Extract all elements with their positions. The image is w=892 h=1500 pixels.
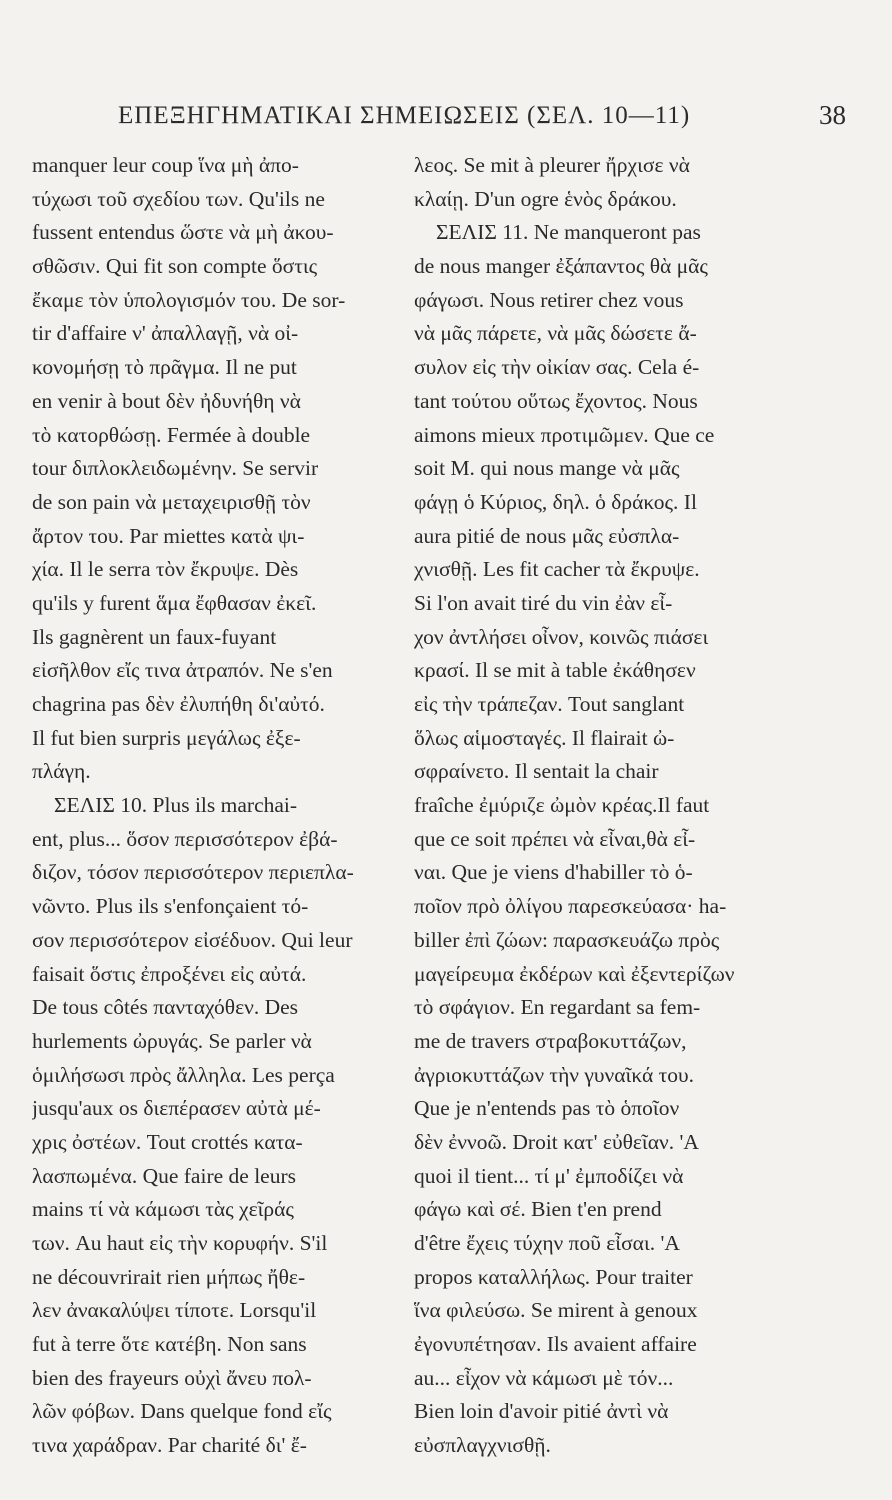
text-line: tant τούτου οὕτως ἔχοντος. Nous — [414, 388, 698, 413]
text-line: ποῖον πρὸ ὀλίγου παρεσκεύασα· ha- — [414, 894, 727, 919]
text-line: Si l'on avait tiré du vin ἐὰν εἶ- — [414, 590, 673, 615]
text-line: διζον, τόσον περισσότερον περιεπλα- — [32, 860, 354, 885]
running-header — [108, 98, 846, 138]
text-line: ent, plus... ὅσον περισσότερον ἐβά- — [32, 826, 338, 851]
text-line: μαγείρευμα ἐκδέρων καὶ ἐξεντερίζων — [414, 961, 735, 986]
text-line: ἀγριοκυττάζων τὴν γυναῖκά του. — [414, 1062, 695, 1087]
text-line: chagrina pas δὲν ἐλυπήθη δι'αὐτό. — [32, 692, 325, 716]
text-line: faisait ὅστις ἐπροξένει εἰς αὐτά. — [32, 961, 307, 986]
text-line: νὰ μᾶς πάρετε, νὰ μᾶς δώσετε ἄ- — [414, 321, 697, 346]
text-line: τὸ σφάγιον. En regardant sa fem- — [414, 995, 701, 1020]
text-line: ἵνα φιλεύσω. Se mirent à genoux — [414, 1298, 698, 1323]
text-line: χνισθῇ. Les fit cacher τὰ ἔκρυψε. — [414, 557, 700, 582]
text-line: Que je n'entends pas τὸ ὁποῖον — [414, 1096, 680, 1121]
text-line: que ce soit πρέπει νὰ εἶναι,θὰ εἶ- — [414, 826, 696, 851]
text-line: χρις ὀστέων. Tout crottés κατα- — [32, 1129, 303, 1154]
text-line: τινα χαράδραν. Par charité δι' ἔ- — [32, 1433, 307, 1458]
text-line: λεν ἀνακαλύψει τίποτε. Lorsqu'il — [32, 1298, 317, 1323]
text-line: hurlements ὠρυγάς. Se parler νὰ — [32, 1028, 312, 1053]
text-line: Ils gagnèrent un faux-fuyant — [32, 624, 277, 649]
text-line: fussent entendus ὥστε νὰ μὴ ἀκου- — [32, 220, 334, 245]
text-line: ΣΕΛΙΣ 10. Plus ils marchai- — [54, 793, 298, 818]
text-line: συλον εἰς τὴν οἰκίαν σας. Cela é- — [414, 355, 700, 380]
text-line: aimons mieux προτιμῶμεν. Que ce — [414, 422, 715, 447]
text-line: φάγωσι. Nous retirer chez vous — [414, 287, 684, 312]
text-line: au... εἶχον νὰ κάμωσι μὲ τόν... — [414, 1365, 674, 1390]
text-line: των. Au haut εἰς τὴν κορυφήν. S'il — [32, 1231, 328, 1255]
text-line: τύχωσι τοῦ σχεδίου των. Qu'ils ne — [32, 186, 325, 211]
text-line: τὸ κατορθώσῃ. Fermée à double — [32, 422, 311, 447]
text-line: σον περισσότερον εἰσέδυον. Qui leur — [32, 927, 353, 952]
text-line: λασπωμένα. Que faire de leurs — [32, 1163, 296, 1188]
text-line: fut à terre ὅτε κατέβη. Non sans — [32, 1332, 307, 1357]
text-line: qu'ils y furent ἅμα ἔφθασαν ἐκεῖ. — [32, 590, 317, 615]
text-line: fraîche ἐμύριζε ὠμὸν κρέας.Il faut — [414, 793, 710, 818]
text-line: de son pain νὰ μεταχειρισθῇ τὸν — [32, 489, 311, 514]
text-line: manquer leur coup ἵνα μὴ ἀπο- — [32, 153, 299, 177]
text-line: ΣΕΛΙΣ 11. Ne manqueront pas — [436, 220, 701, 245]
text-line: κλαίῃ. D'un ogre ἑνὸς δράκου. — [414, 186, 677, 211]
text-line: ἄρτον του. Par miettes κατὰ ψι- — [32, 523, 305, 548]
text-line: εἰσῆλθον εἴς τινα ἀτραπόν. Ne s'en — [32, 658, 333, 683]
text-line: φάγῃ ὁ Κύριος, δηλ. ὁ δράκος. Il — [414, 489, 697, 514]
text-line: λεος. Se mit à pleurer ἤρχισε νὰ — [414, 153, 690, 177]
text-line: νῶντο. Plus ils s'enfonçaient τό- — [32, 894, 309, 919]
text-line: σθῶσιν. Qui fit son compte ὅστις — [32, 254, 318, 279]
text-line: me de travers στραβοκυττάζων, — [414, 1028, 687, 1053]
text-line: de nous manger ἐξάπαντος θὰ μᾶς — [414, 254, 708, 279]
text-line: tir d'affaire ν' ἀπαλλαγῇ, νὰ οἰ- — [32, 321, 299, 346]
text-line: Il fut bien surpris μεγάλως ἐξε- — [32, 725, 301, 750]
text-line: quoi il tient... τί μ' ἐμποδίζει νὰ — [414, 1163, 684, 1188]
text-line: εὐσπλαγχνισθῇ. — [414, 1433, 551, 1458]
text-line: κονομήσῃ τὸ πρᾶγμα. Il ne put — [32, 355, 297, 380]
text-line: jusqu'aux os διεπέρασεν αὐτὰ μέ- — [32, 1096, 321, 1121]
text-line: mains τί νὰ κάμωσι τὰς χεῖράς — [32, 1197, 294, 1222]
text-line: δὲν ἐννοῶ. Droit κατ' εὐθεῖαν. 'A — [414, 1129, 699, 1154]
text-line: ὁμιλήσωσι πρὸς ἄλληλα. Les perça — [32, 1062, 335, 1087]
text-line: propos καταλλήλως. Pour traiter — [414, 1264, 693, 1289]
page-number: 38 — [819, 100, 846, 130]
text-line: soit M. qui nous mange νὰ μᾶς — [414, 456, 680, 481]
text-line: tour διπλοκλειδωμένην. Se servir — [32, 456, 319, 481]
text-line: σφραίνετο. Il sentait la chair — [414, 759, 659, 784]
text-line: Bien loin d'avoir pitié ἀντὶ νὰ — [414, 1399, 669, 1424]
text-line: ναι. Que je viens d'habiller τὸ ὁ- — [414, 860, 693, 885]
text-line: ne découvrirait rien μήπως ἤθε- — [32, 1264, 306, 1289]
text-line: φάγω καὶ σέ. Bien t'en prend — [414, 1197, 662, 1222]
text-line: χον ἀντλήσει οἶνον, κοινῶς πιάσει — [414, 624, 709, 649]
left-text-column — [32, 149, 394, 1463]
text-line: πλάγη. — [32, 759, 91, 784]
text-line: ἐγονυπέτησαν. Ils avaient affaire — [414, 1332, 697, 1357]
text-line: εἰς τὴν τράπεζαν. Tout sanglant — [414, 692, 685, 716]
text-line: κρασί. Il se mit à table ἐκάθησεν — [414, 658, 696, 683]
text-line: aura pitié de nous μᾶς εὐσπλα- — [414, 523, 680, 548]
text-line: d'être ἔχεις τύχην ποῦ εἶσαι. 'A — [414, 1231, 680, 1255]
text-line: λῶν φόβων. Dans quelque fond εἴς — [32, 1399, 332, 1424]
text-line: De tous côtés πανταχόθεν. Des — [32, 995, 299, 1020]
text-line: en venir à bout δὲν ἠδυνήθη νὰ — [32, 388, 301, 413]
right-text-column — [414, 149, 776, 1463]
text-line: ἔκαμε τὸν ὑπολογισμόν του. De sor- — [32, 287, 346, 312]
text-line: biller ἐπὶ ζώων: παρασκευάζω πρὸς — [414, 927, 720, 952]
text-line: bien des frayeurs οὐχὶ ἄνευ πολ- — [32, 1365, 312, 1390]
header-title: ΕΠΕΞΗΓΗΜΑΤΙΚΑΙ ΣΗΜΕΙΩΣΕΙΣ (ΣΕΛ. 10—11) — [118, 102, 691, 129]
text-line: ὅλως αἱμοσταγές. Il flairait ὠ- — [414, 725, 675, 750]
text-line: χία. Il le serra τὸν ἔκρυψε. Dès — [32, 557, 299, 582]
